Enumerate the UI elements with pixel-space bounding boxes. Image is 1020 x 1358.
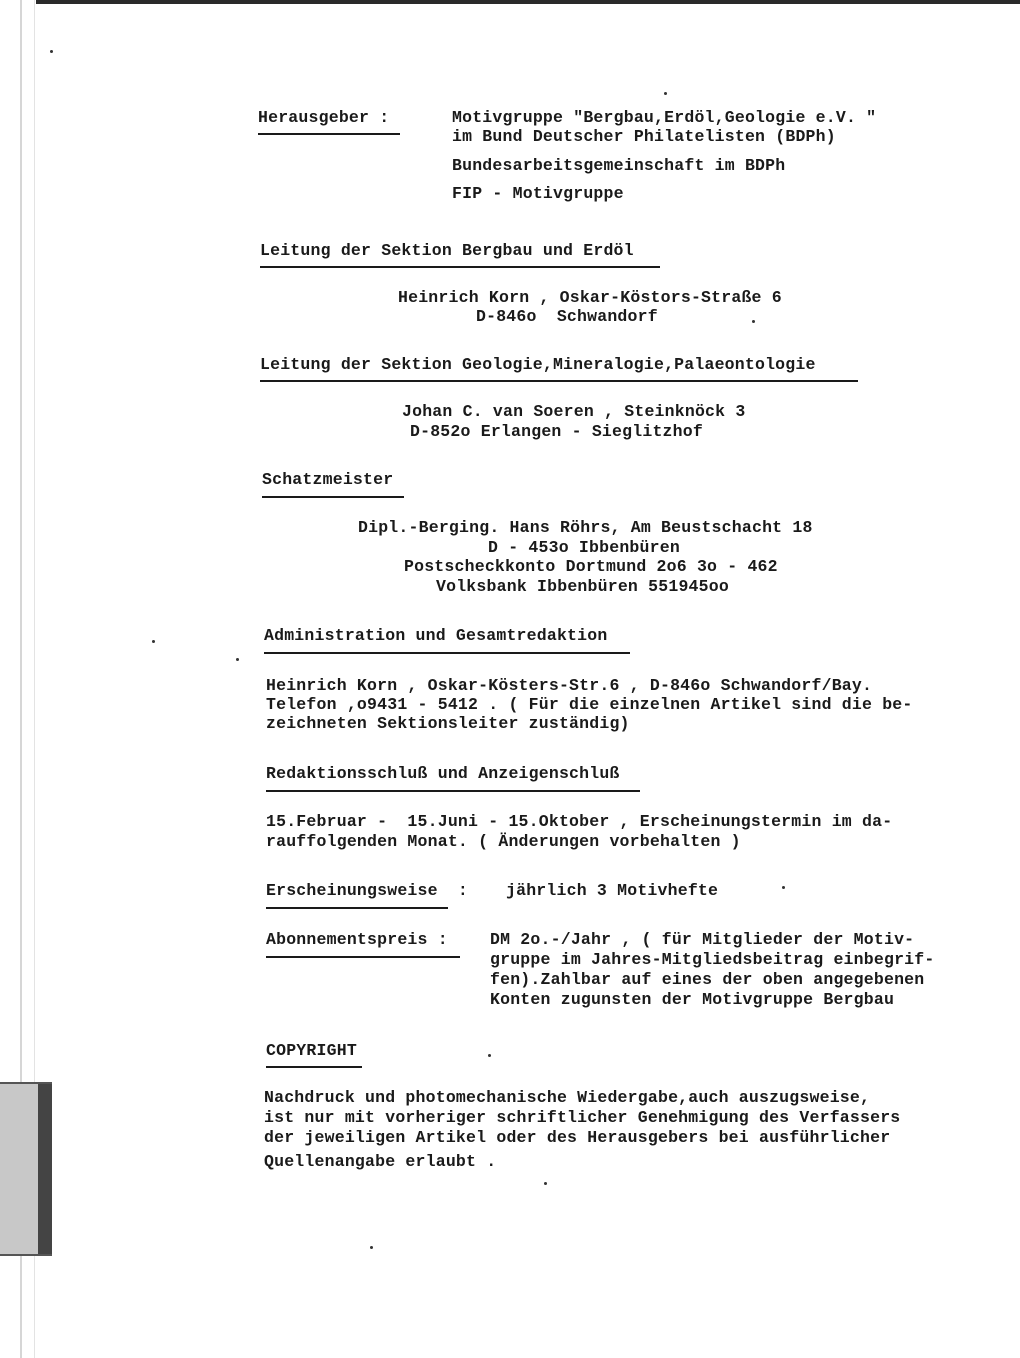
scan-speck <box>152 640 155 643</box>
schatzmeister-underline <box>262 496 404 498</box>
scan-speck <box>488 1054 491 1057</box>
copyright-line-1: Nachdruck und photomechanische Wiedergabe,auch auszugsweise, <box>264 1088 871 1107</box>
herausgeber-line-1: Motivgruppe "Bergbau,Erdöl,Geologie e.V. " <box>452 108 877 127</box>
erscheinungsweise-underline <box>266 907 448 909</box>
erscheinungsweise-label: Erscheinungsweise : <box>266 881 469 900</box>
abonnement-line-3: fen).Zahlbar auf eines der oben angegebenen <box>490 970 925 989</box>
scan-speck <box>236 658 239 661</box>
herausgeber-line-4: FIP - Motivgruppe <box>452 184 624 203</box>
redaktionsschluss-line-1: 15.Februar - 15.Juni - 15.Oktober , Erscheinungstermin im da- <box>266 812 893 831</box>
administration-heading: Administration und Gesamtredaktion <box>264 626 608 645</box>
copyright-line-3: der jeweiligen Artikel oder des Herausgebers bei ausführlicher <box>264 1128 891 1147</box>
scan-speck <box>370 1246 373 1249</box>
abonnement-line-1: DM 2o.-/Jahr , ( für Mitglieder der Motiv- <box>490 930 915 949</box>
abonnement-line-4: Konten zugunsten der Motivgruppe Bergbau <box>490 990 895 1009</box>
erscheinungsweise-value: jährlich 3 Motivhefte <box>506 881 719 900</box>
administration-underline <box>264 652 630 654</box>
redaktionsschluss-underline <box>266 790 640 792</box>
scan-speck <box>664 92 667 95</box>
herausgeber-line-3: Bundesarbeitsgemeinschaft im BDPh <box>452 156 786 175</box>
schatzmeister-heading: Schatzmeister <box>262 470 394 489</box>
schatzmeister-line-1: Dipl.-Berging. Hans Röhrs, Am Beustschacht 18 <box>358 518 813 537</box>
redaktionsschluss-line-2: rauffolgenden Monat. ( Änderungen vorbehalten ) <box>266 832 741 851</box>
herausgeber-line-2: im Bund Deutscher Philatelisten (BDPh) <box>452 127 836 146</box>
schatzmeister-line-4: Volksbank Ibbenbüren 551945oo <box>436 577 729 596</box>
abonnement-label: Abonnementspreis : <box>266 930 448 949</box>
copyright-line-4: Quellenangabe erlaubt . <box>264 1152 497 1171</box>
copyright-line-2: ist nur mit vorheriger schriftlicher Genehmigung des Verfassers <box>264 1108 901 1127</box>
administration-line-3: zeichneten Sektionsleiter zuständig) <box>266 714 630 733</box>
sektion-geologie-line-2: D-852o Erlangen - Sieglitzhof <box>410 422 703 441</box>
sektion-bergbau-line-1: Heinrich Korn , Oskar-Köstors-Straße 6 <box>398 288 782 307</box>
abonnement-underline <box>266 956 460 958</box>
binder-tab <box>0 1082 52 1256</box>
sektion-bergbau-underline <box>260 266 660 268</box>
administration-line-1: Heinrich Korn , Oskar-Kösters-Str.6 , D-846o Schwandorf/Bay. <box>266 676 873 695</box>
administration-line-2: Telefon ,o9431 - 5412 . ( Für die einzelnen Artikel sind die be- <box>266 695 913 714</box>
schatzmeister-line-2: D - 453o Ibbenbüren <box>488 538 680 557</box>
copyright-heading: COPYRIGHT <box>266 1041 357 1060</box>
sektion-bergbau-heading: Leitung der Sektion Bergbau und Erdöl <box>260 241 634 260</box>
sektion-geologie-underline <box>260 380 858 382</box>
scan-speck <box>752 320 755 323</box>
copyright-underline <box>266 1066 362 1068</box>
schatzmeister-line-3: Postscheckkonto Dortmund 2o6 3o - 462 <box>404 557 778 576</box>
abonnement-line-2: gruppe im Jahres-Mitgliedsbeitrag einbegrif- <box>490 950 935 969</box>
sektion-bergbau-line-2: D-846o Schwandorf <box>476 307 658 326</box>
sektion-geologie-heading: Leitung der Sektion Geologie,Mineralogie,Palaeontologie <box>260 355 816 374</box>
sektion-geologie-line-1: Johan C. van Soeren , Steinknöck 3 <box>402 402 746 421</box>
scan-speck <box>544 1182 547 1185</box>
scan-speck <box>50 50 53 53</box>
herausgeber-label: Herausgeber : <box>258 108 390 127</box>
scan-speck <box>782 886 785 889</box>
redaktionsschluss-heading: Redaktionsschluß und Anzeigenschluß <box>266 764 620 783</box>
page-top-edge <box>36 0 1020 4</box>
herausgeber-underline <box>258 133 400 135</box>
